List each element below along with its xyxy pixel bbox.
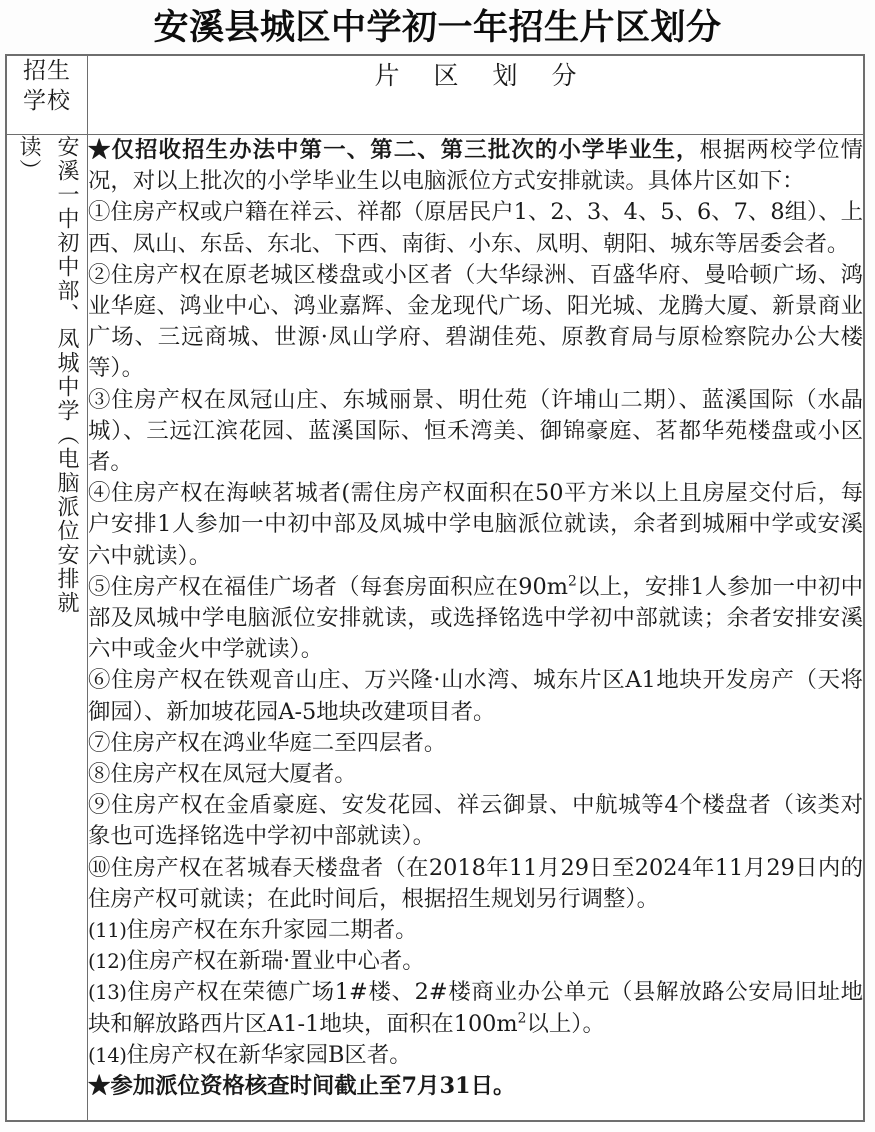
zone-item-9: ⑨住房产权在金盾豪庭、安发花园、祥云御景、中航城等4个楼盘者（该类对象也可选择铭选中学初中部就读）。 [88,792,863,850]
zone-item-3: ③住房产权在凤冠山庄、东城丽景、明仕苑（许埔山二期）、蓝溪国际（水晶城）、三远江滨花园、蓝溪国际、恒禾湾美、御锦豪庭、茗都华苑楼盘或小区者。 [88,386,863,476]
zone-item-14-number: (14) [88,1043,127,1067]
zone-footer-note: ★参加派位资格核查时间截止至7月31日。 [88,1073,516,1100]
zone-item-13-number: (13) [88,981,127,1005]
column-header-school [7,56,88,135]
zone-item-12-number: (12) [88,950,127,974]
zone-item-13-superscript: 2 [517,1010,527,1027]
column-header-zone: 片区划分 [88,56,864,135]
zone-item-2: ②住房产权在原老城区楼盘或小区者（大华绿洲、百盛华府、曼哈顿广场、鸿业华庭、鸿业中心、鸿业嘉辉、金龙现代广场、阳光城、龙腾大厦、新景商业广场、三远商城、世源·凤山学府、碧湖佳苑、原教育局与原检察院办公大楼等）。 [88,261,863,382]
table-row [7,135,864,1121]
column-header-school-line1: 招生 [23,58,71,84]
zone-intro-paragraph [88,135,863,197]
zone-intro-rest: 根据两校学位情况，对以上批次的小学毕业生以电脑派位方式安排就读。具体片区如下： [88,137,864,195]
zone-item-5-superscript: 2 [567,573,577,590]
zone-item-14 [88,1040,863,1071]
school-name-vertical-text: 安溪一中初中部、凤城中学（电脑派位安排就读） [16,135,79,615]
zone-item-11 [88,915,863,946]
zone-item-5-part-a: ⑤住房产权在福佳广场者（每套房面积应在90m [88,573,568,600]
table-header-row [7,56,864,135]
cell-school-name [7,135,88,1121]
zone-item-12-text: 住房产权在新瑞·置业中心者。 [126,948,425,975]
zone-item-5 [88,572,863,666]
cell-zone-description [88,135,864,1121]
zone-item-11-number: (11) [88,919,127,943]
zone-item-7: ⑦住房产权在鸿业华庭二至四层者。 [88,729,447,756]
zone-item-13 [88,977,863,1039]
zone-item-1: ①住房产权或户籍在祥云、祥都（原居民户1、2、3、4、5、6、7、8组）、上西、凤山、东岳、东北、下西、南街、小东、凤明、朝阳、城东等居委会者。 [88,199,863,257]
zone-item-13-part-a: 住房产权在荣德广场1#楼、2#楼商业办公单元（县解放路公安局旧址地块和解放路西片区A1-1地块，面积在100m [88,979,863,1037]
zone-item-6: ⑥住房产权在铁观音山庄、万兴隆·山水湾、城东片区A1地块开发房产（天将御园）、新加坡花园A-5地块改建项目者。 [88,667,863,725]
zone-item-12 [88,946,863,977]
page-title: 安溪县城区中学初一年招生片区划分 [153,7,722,48]
zone-item-11-text: 住房产权在东升家园二期者。 [126,917,418,944]
zone-item-13-part-b: 以上）。 [526,1010,605,1037]
zone-division-table [5,54,865,1122]
column-header-school-line2: 学校 [23,88,71,114]
zone-intro-bold: ★仅招收招生办法中第一、第二、第三批次的小学毕业生， [88,137,700,163]
zone-item-5-part-b: 以上，安排1人参加一中初中部及凤城中学电脑派位安排就读，或选择铭选中学初中部就读；余者安排安溪六中或金火中学就读）。 [88,573,863,663]
zone-item-4: ④住房产权在海峡茗城者(需住房产权面积在50平方米以上且房屋交付后，每户安排1人参加一中初中部及凤城中学电脑派位就读，余者到城厢中学或安溪六中就读）。 [88,480,863,569]
zone-item-10: ⑩住房产权在茗城春天楼盘者（在2018年11月29日至2024年11月29日内的住房产权可就读；在此时间后，根据招生规划另行调整）。 [88,854,863,912]
zone-item-14-text: 住房产权在新华家园B区者。 [126,1041,412,1068]
zone-item-8: ⑧住房产权在凤冠大厦者。 [88,761,357,788]
